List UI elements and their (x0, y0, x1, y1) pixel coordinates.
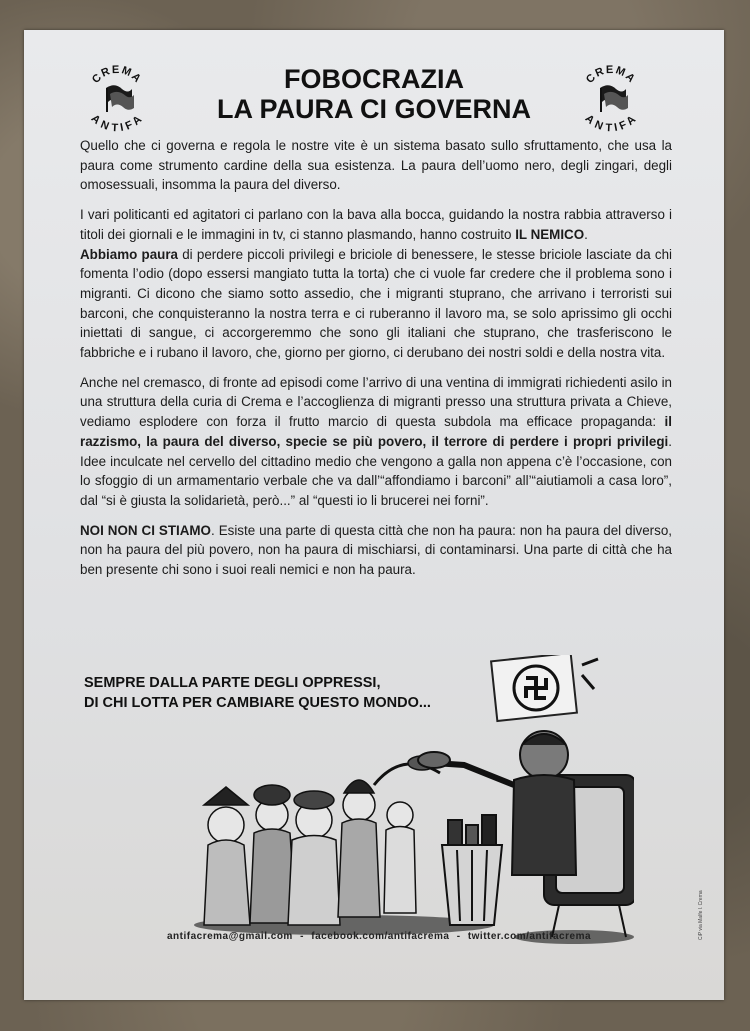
swastika-flag-icon (491, 655, 598, 721)
logo-text-top: CREMA (583, 63, 639, 86)
paragraph-2-text: I vari politicanti ed agitatori ci parlano con la bava alla bocca, guidando la nostra rabbia attraverso i titoli dei giornali e le immagini in tv, ci stanno plasmando, hanno costruito (80, 207, 672, 242)
svg-text:ANTIFA (89, 113, 146, 132)
paragraph-2-end: . (584, 226, 588, 242)
contact-footer (164, 931, 594, 942)
crema-antifa-logo-right (576, 62, 646, 132)
crema-antifa-logo-left (82, 62, 152, 132)
logo-text-top: CREMA (89, 63, 145, 86)
slogan-line-1: SEMPRE DALLA PARTE DEGLI OPPRESSI, (84, 675, 381, 691)
svg-text:ANTIFA (583, 113, 640, 132)
poster-body (80, 136, 672, 590)
footer-email: antifacrema@gmail.com (166, 931, 293, 942)
poster (24, 30, 724, 1000)
paragraph-4-text: Anche nel cremasco, di fronte ad episodi come l’arrivo di una ventina di immigrati richiedenti asilo in una struttura della curia di Crema e l’accoglienza di migranti presso una struttura privata a Chieve, vediamo esplodere con forza il frutto marcio di questa subdola ma efficace propaganda: (80, 374, 672, 430)
paragraph-4-end: . Idee inculcate nel cervello del cittadino medio che vengono a galla non appena c’è l’occasione, con lo sfoggio di un armamentario verbale che va dall’“affondiamo i barconi” all’“aiutiamoli a casa loro”, dal “si è giusta la solidarietà, però...” al “questi io li brucerei nei forni”. (80, 433, 672, 508)
paragraph-5 (80, 521, 672, 580)
paragraph-5-text: . Esiste una parte di questa città che non ha paura: non ha paura del diverso, non ha paura del più povero, non ha paura di mischiarsi, di contaminarsi. Una parte di città che ha ben presente chi sono i suoi reali nemici e non ha paura. (80, 522, 673, 578)
paragraph-4 (80, 373, 672, 511)
paragraph-3-text: di perdere piccoli privilegi e briciole di benessere, le stesse briciole lasciate da chi fomenta l’odio (dopo essersi mangiato tutta la torta) che ci vuole far credere che il problema sono i migranti. Ci dicono che siamo sotto assedio, che i migranti stuprano, che arrivano i terroristi sui barconi, che conquisteranno la nostra terra e ci ruberanno il lavoro ma, se solo aprissimo gli occhi iniettati di sangue, ci accorgeremmo che sono gli italiani che stuprano, che trasferiscono le fabbriche e i rubano il lavoro, che, giorno per giorno, ci derubano dei nostri soldi e della nostra vita. (80, 246, 673, 361)
paragraph-4-bold: il razzismo, la paura del diverso, specie se più povero, il terrore di perdere i propri privilegi (80, 414, 672, 449)
paragraph-2 (80, 205, 672, 244)
footer-separator: - (300, 931, 304, 942)
footer-twitter: twitter.com/antifacrema (467, 931, 592, 942)
svg-text:CREMA (584, 64, 638, 86)
crowd-figures (204, 756, 440, 925)
logo-text-bottom: ANTIFA (88, 112, 146, 132)
antifa-flag-icon (576, 62, 646, 132)
paragraph-3-bold: Abbiamo paura (80, 246, 178, 262)
footer-separator: - (456, 931, 461, 942)
cartoon-illustration (164, 655, 634, 955)
footer-facebook: facebook.com/antifacrema (311, 931, 450, 942)
title-line-1: FOBOCRAZIA (284, 64, 464, 94)
paragraph-5-bold: NOI NON CI STIAMO (80, 522, 211, 538)
svg-text:CREMA (90, 64, 144, 86)
logo-text-bottom: ANTIFA (582, 112, 640, 132)
paragraph-2-bold: IL NEMICO (515, 226, 585, 242)
print-credit: CiP via Malfe l. Crema (698, 890, 704, 940)
antifa-flag-icon (82, 62, 152, 132)
paragraph-1: Quello che ci governa e regola le nostre vite è un sistema basato sullo sfruttamento, che usa la paura come strumento cardine della sua esistenza. La paura dell’uomo nero, degli zingari, degli omosessuali, insomma la paura del diverso. (80, 138, 672, 193)
poster-title (174, 64, 574, 124)
title-line-2: LA PAURA CI GOVERNA (216, 94, 531, 124)
slogan-line-2: DI CHI LOTTA PER CAMBIARE QUESTO MONDO... (84, 695, 431, 711)
paragraph-3 (80, 245, 672, 363)
trash-bin (442, 815, 502, 925)
